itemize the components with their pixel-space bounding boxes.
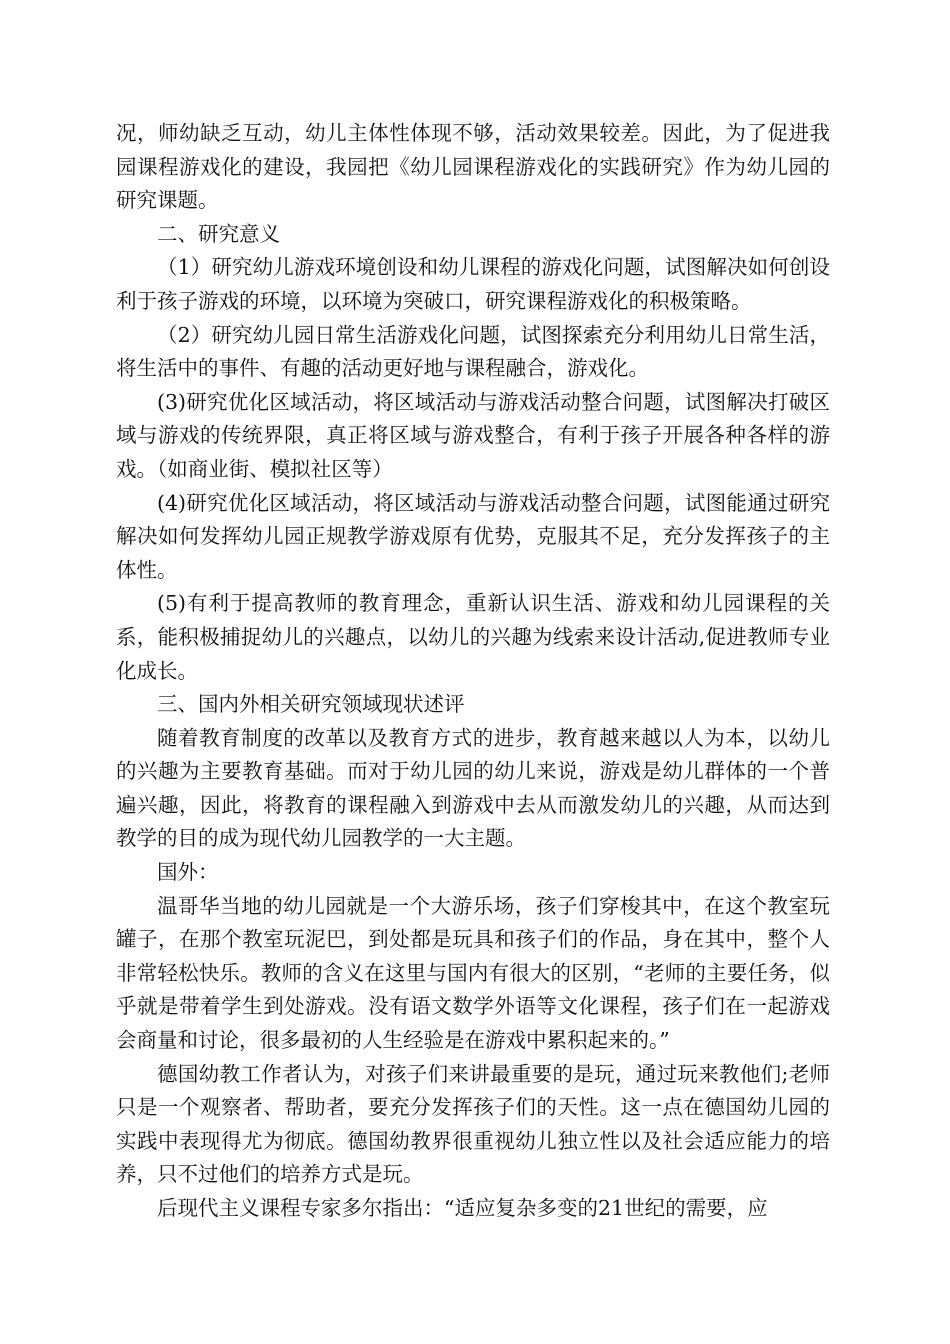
paragraph-continuation: 况，师幼缺乏互动，幼儿主体性体现不够，活动效果较差。因此，为了促进我园课程游戏化的建设，我园把《幼儿园课程游戏化的实践研究》作为幼儿园的研究课题。 bbox=[116, 121, 830, 213]
paragraph-review-intro: 随着教育制度的改革以及教育方式的进步，教育越来越以人为本，以幼儿的兴趣为主要教育基础。而对于幼儿园的幼儿来说，游戏是幼儿群体的一个普遍兴趣，因此，将教育的课程融入到游戏中去从而激发幼儿的兴趣，从而达到教学的目的成为现代幼儿园教学的一大主题。 bbox=[116, 725, 830, 851]
paragraph-item-1: （1）研究幼儿游戏环境创设和幼儿课程的游戏化问题，试图解决如何创设利于孩子游戏的环境，以环境为突破口，研究课程游戏化的积极策略。 bbox=[116, 255, 830, 313]
subheading-abroad: 国外： bbox=[157, 860, 219, 885]
paragraph-doll-quote: 后现代主义课程专家多尔指出：“适应复杂多变的21世纪的需要，应 bbox=[157, 1196, 768, 1220]
paragraph-item-2: （2）研究幼儿园日常生活游戏化问题，试图探索充分利用幼儿日常生活，将生活中的事件、有趣的活动更好地与课程融合，游戏化。 bbox=[116, 322, 830, 381]
section-heading-research-significance: 二、研究意义 bbox=[157, 221, 280, 246]
paragraph-vancouver: 温哥华当地的幼儿园就是一个大游乐场，孩子们穿梭其中，在这个教室玩罐子，在那个教室玩泥巴，到处都是玩具和孩子们的作品，身在其中，整个人非常轻松快乐。教师的含义在这里与国内有很大的区别，“老师的主要任务，似乎就是带着学生到处游戏。没有语文数学外语等文化课程，孩子们在一起游戏会商量和讨论，很多最初的人生经验是在游戏中累积起来的。” bbox=[116, 893, 830, 1053]
paragraph-item-4: (4)研究优化区域活动，将区域活动与游戏活动整合问题，试图能通过研究解决如何发挥幼儿园正规教学游戏原有优势，克服其不足，充分发挥孩子的主体性。 bbox=[116, 490, 830, 582]
paragraph-item-5: (5)有利于提高教师的教育理念，重新认识生活、游戏和幼儿园课程的关系，能积极捕捉幼儿的兴趣点，以幼儿的兴趣为线索来设计活动,促进教师专业化成长。 bbox=[116, 591, 830, 683]
paragraph-germany: 德国幼教工作者认为，对孩子们来讲最重要的是玩，通过玩来教他们;老师只是一个观察者、帮助者，要充分发挥孩子们的天性。这一点在德国幼儿园的实践中表现得尤为彻底。德国幼教界很重视幼儿独立性以及社会适应能力的培养，只不过他们的培养方式是玩。 bbox=[116, 1061, 830, 1187]
paragraph-item-3: (3)研究优化区域活动，将区域活动与游戏活动整合问题，试图解决打破区域与游戏的传统界限，真正将区域与游戏整合，有利于孩子开展各种各样的游戏。（如商业街、模拟社区等） bbox=[116, 389, 830, 481]
section-heading-literature-review: 三、国内外相关研究领域现状述评 bbox=[157, 692, 465, 717]
